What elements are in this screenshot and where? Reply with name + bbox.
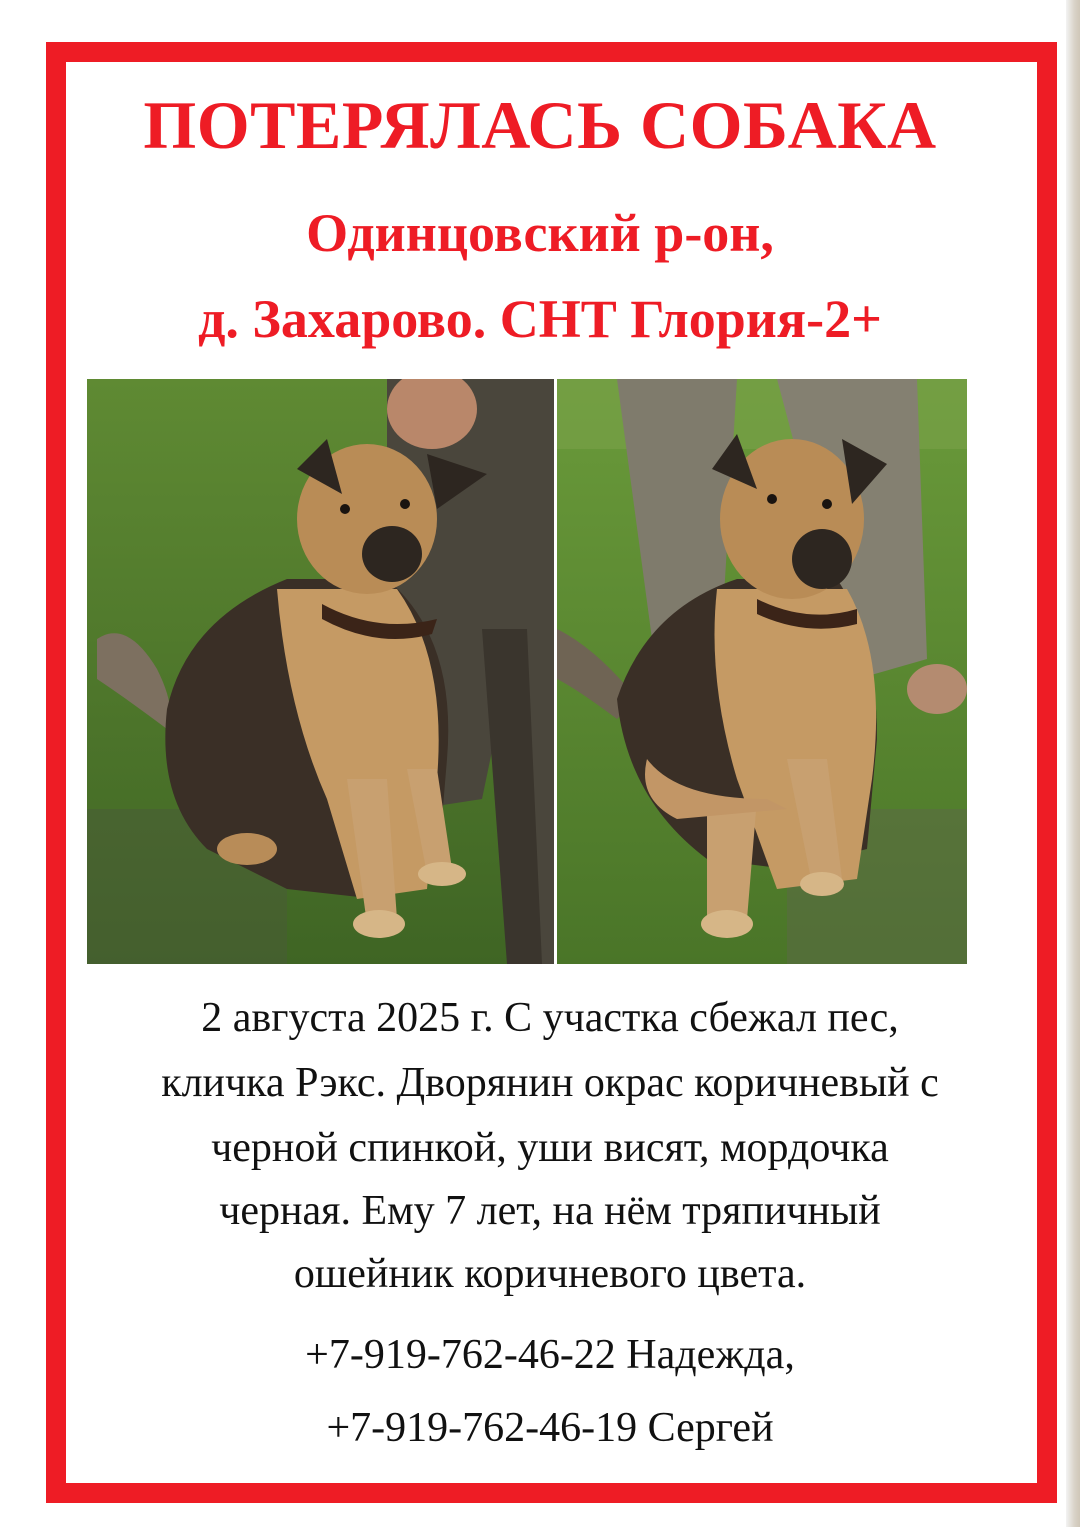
dog-photo-right	[557, 379, 967, 964]
dog-photo-left	[87, 379, 554, 964]
poster-title: ПОТЕРЯЛАСЬ СОБАКА	[143, 87, 937, 163]
location-line-2: д. Захарово. СНТ Глория-2+	[198, 289, 882, 349]
description-line-3: черной спинкой, уши висят, мордочка	[211, 1125, 889, 1171]
contact-phone-2: +7-919-762-46-19 Сергей	[326, 1405, 774, 1451]
location-line-1: Одинцовский р-он,	[306, 203, 774, 263]
contact-phone-1: +7-919-762-46-22 Надежда,	[305, 1332, 795, 1378]
description-line-2: кличка Рэкс. Дворянин окрас коричневый с	[161, 1060, 939, 1106]
description-line-4: черная. Ему 7 лет, на нём тряпичный	[219, 1188, 881, 1234]
description-line-5: ошейник коричневого цвета.	[293, 1251, 807, 1297]
description-line-1: 2 августа 2025 г. С участка сбежал пес,	[201, 995, 899, 1041]
